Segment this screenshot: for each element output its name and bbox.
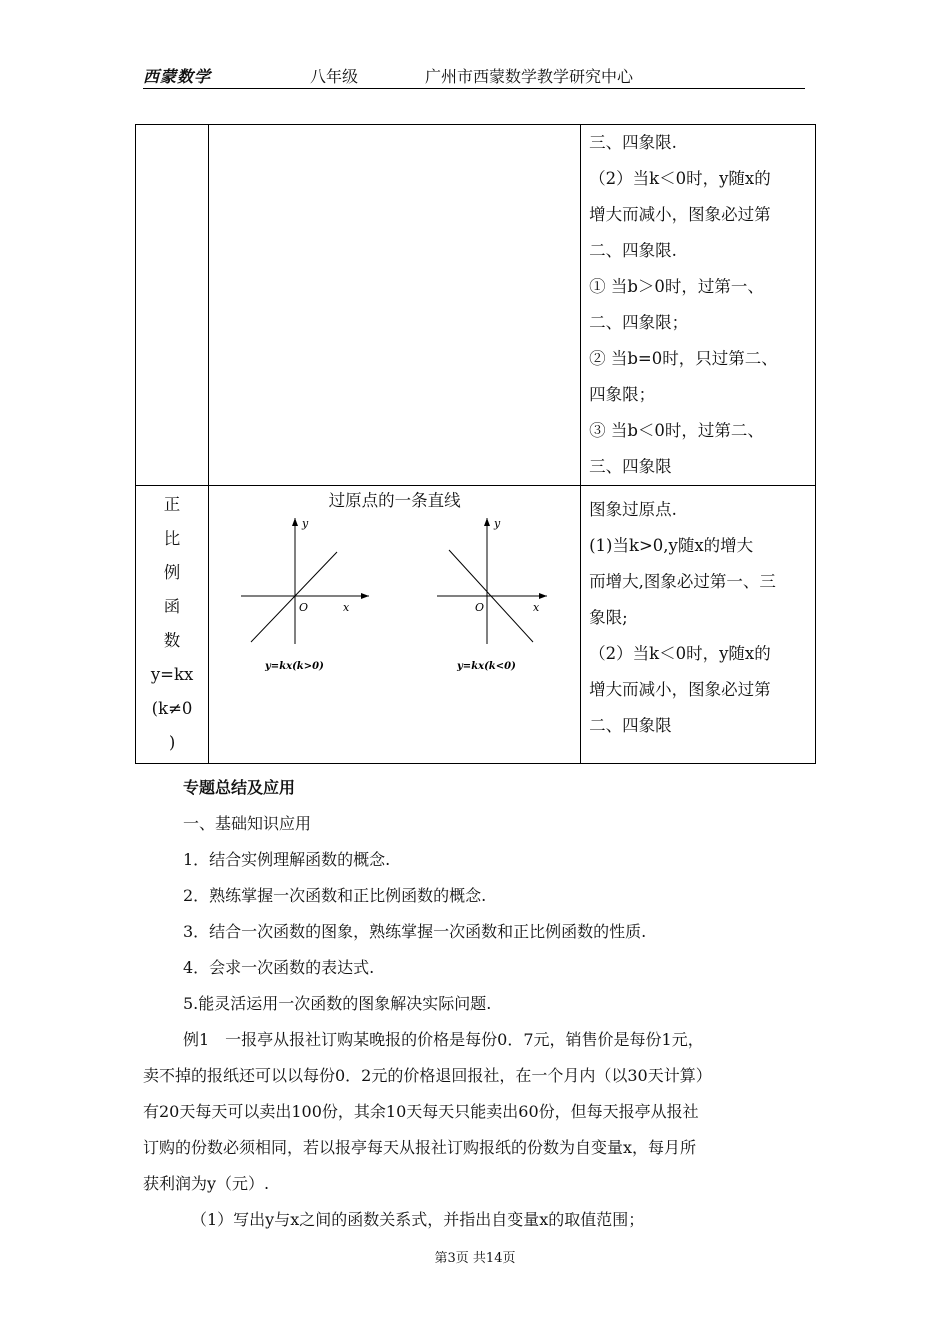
property-line: 而增大,图象必过第一、三 (589, 572, 776, 591)
property-line: 二、四象限. (589, 241, 677, 260)
example-line: 获利润为y（元）. (143, 1174, 270, 1193)
property-line: 图象过原点. (589, 500, 677, 519)
graph-cell (209, 125, 581, 486)
proportional-function-graphs (209, 514, 580, 759)
subsection-title: 一、基础知识应用 (183, 814, 312, 833)
section-title: 专题总结及应用 (183, 778, 296, 797)
x-axis-label: x (533, 601, 540, 614)
example-line: 例1 一报亭从报社订购某晚报的价格是每份0．7元，销售价是每份1元， (183, 1030, 704, 1049)
property-line: 二、四象限 (589, 716, 672, 735)
grade-label: 八年级 (310, 67, 359, 86)
property-line: 四象限； (589, 385, 656, 404)
property-line: ② 当b=0时，只过第二、 (589, 349, 778, 368)
list-item: 5.能灵活运用一次函数的图象解决实际问题. (183, 994, 492, 1013)
property-line: 三、四象限 (589, 457, 672, 476)
example-line: 卖不掉的报纸还可以以每份0．2元的价格退回报社，在一个月内（以30天计算） (143, 1066, 712, 1085)
property-line: 象限; (589, 608, 628, 627)
organization-name: 广州市西蒙数学教学研究中心 (425, 67, 634, 86)
property-line: 二、四象限； (589, 313, 689, 332)
origin-label: O (475, 601, 485, 614)
graph-negative-k (437, 517, 547, 672)
page-number: 第3页 共14页 (434, 1251, 516, 1266)
example-line: 有20天每天可以卖出100份，其余10天每天只能卖出60份，但每天报亭从报社 (143, 1102, 699, 1121)
y-axis-arrow (484, 518, 490, 526)
function-name-cell (136, 125, 209, 486)
function-formula: y=kx (150, 665, 194, 684)
function-condition-close: ) (168, 733, 176, 752)
property-line: 增大而减小，图象必过第 (589, 205, 771, 224)
graph-caption: y=kx(k<0) (457, 661, 516, 672)
property-line: （2）当k＜0时，y随x的 (589, 644, 771, 663)
example-line: 订购的份数必须相同，若以报亭每天从报社订购报纸的份数为自变量x，每月所 (143, 1138, 697, 1157)
x-axis-label: x (343, 601, 350, 614)
list-item: 4．会求一次函数的表达式. (183, 958, 375, 977)
properties-cell (581, 125, 816, 486)
graph-positive-k (241, 517, 369, 672)
function-name-char: 比 (163, 529, 181, 548)
function-condition: (k≠0 (151, 699, 193, 718)
origin-label: O (299, 601, 309, 614)
property-line: 三、四象限. (589, 133, 677, 152)
function-name-cell (136, 486, 209, 764)
properties-cell (581, 486, 816, 764)
property-line: ① 当b＞0时，过第一、 (589, 277, 764, 296)
page-header (143, 62, 805, 89)
graph-cell (209, 486, 581, 764)
property-line: 增大而减小，图象必过第 (589, 680, 771, 699)
property-line: ③ 当b＜0时，过第二、 (589, 421, 764, 440)
function-name-char: 例 (163, 563, 181, 582)
y-axis-arrow (292, 518, 298, 526)
function-properties-table (135, 124, 816, 764)
graph-title: 过原点的一条直线 (328, 491, 461, 510)
x-axis-arrow (539, 593, 547, 599)
x-axis-arrow (361, 593, 369, 599)
line-increasing (251, 552, 337, 642)
list-item: 3．结合一次函数的图象，熟练掌握一次函数和正比例函数的性质. (183, 922, 647, 941)
y-axis-label: y (494, 517, 501, 530)
brand-logo-text: 西蒙数学 (143, 67, 212, 86)
list-item: 1．结合实例理解函数的概念. (183, 850, 391, 869)
y-axis-label: y (302, 517, 309, 530)
table-row-proportional (136, 486, 816, 764)
main-content (143, 770, 813, 1238)
question-line: （1）写出y与x之间的函数关系式，并指出自变量x的取值范围； (191, 1210, 645, 1229)
property-line: (1)当k>0,y随x的增大 (589, 536, 754, 555)
function-name-char: 正 (163, 495, 181, 514)
graph-caption: y=kx(k>0) (265, 661, 324, 672)
property-line: （2）当k＜0时，y随x的 (589, 169, 771, 188)
table-row-linear-continued (136, 125, 816, 486)
function-name-char: 数 (163, 631, 181, 650)
function-name-char: 函 (163, 597, 181, 616)
list-item: 2．熟练掌握一次函数和正比例函数的概念. (183, 886, 487, 905)
